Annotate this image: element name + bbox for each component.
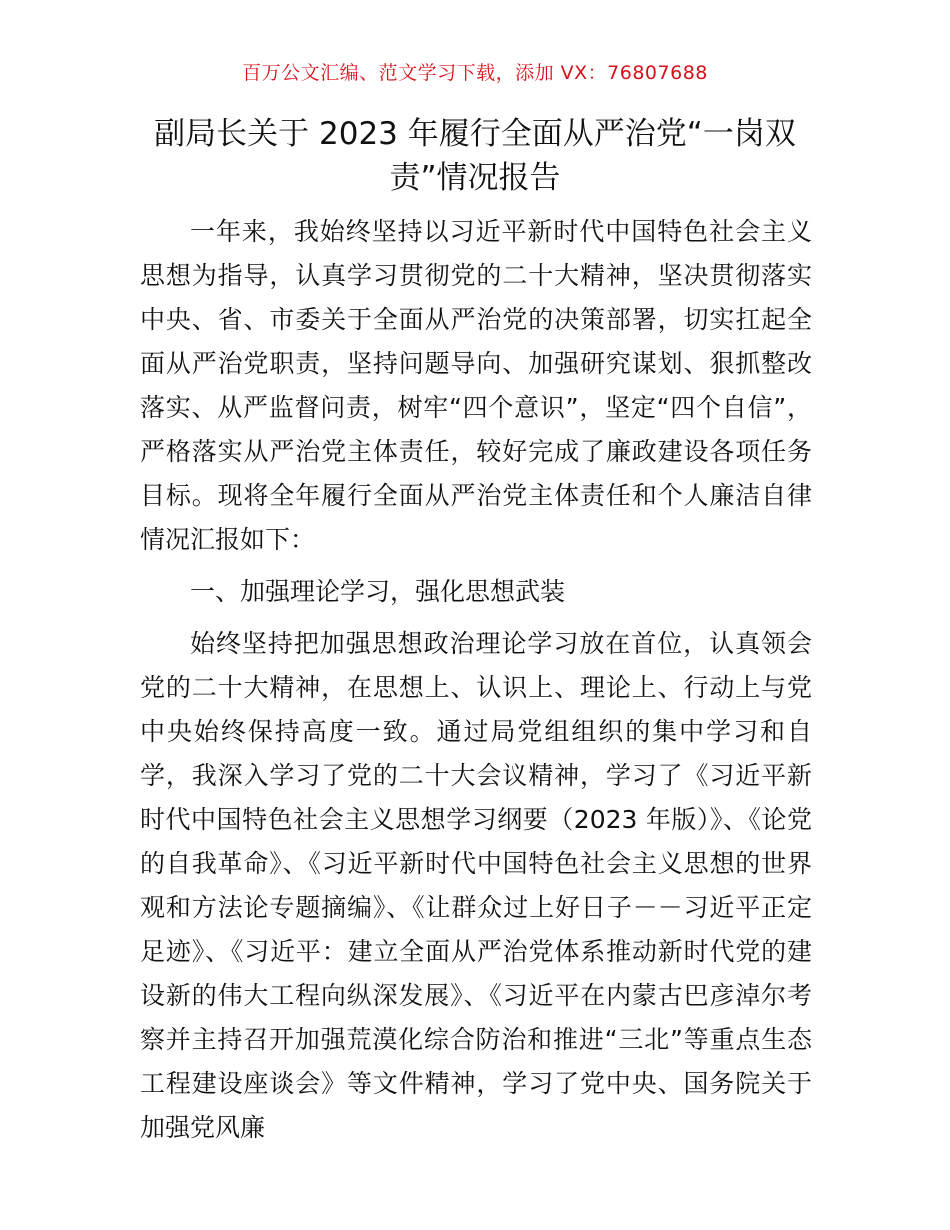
- section-heading: 一、加强理论学习，强化思想武装: [190, 577, 566, 606]
- body-paragraph: 始终坚持把加强思想政治理论学习放在首位，认真领会党的二十大精神，在思想上、认识上、理论上、行动上与党中央始终保持高度一致。通过局党组组织的集中学习和自学，我深入学习了党的二十大会议精神，学习了《习近平新时代中国特色社会主义思想学习纲要（2023 年版）》、《论党的自我革命》、《习近平新时代中国特色社会主义思想的世界观和方法论专题摘编》、《让群众过上好日子－－习近平正定足迹》、《习近平：建立全面从严治党体系推动新时代党的建设新的伟大工程向纵深发展》、《习近平在内蒙古巴彦淖尔考察并主持召开加强荒漠化综合防治和推进“三北”等重点生态工程建设座谈会》等文件精神，学习了党中央、国务院关于加强党风廉: [140, 629, 812, 1142]
- header-watermark-note: 百万公文汇编、范文学习下载，添加 VX：76807688: [242, 62, 708, 84]
- document-body: [140, 210, 812, 1150]
- document-title: 副局长关于 2023 年履行全面从严治党“一岗双责”情况报告: [154, 116, 796, 196]
- intro-paragraph: 一年来，我始终坚持以习近平新时代中国特色社会主义思想为指导，认真学习贯彻党的二十大精神，坚决贯彻落实中央、省、市委关于全面从严治党的决策部署，切实扛起全面从严治党职责，坚持问题导向、加强研究谋划、狠抓整改落实、从严监督问责，树牢“四个意识”，坚定“四个自信”，严格落实从严治党主体责任，较好完成了廉政建设各项任务目标。现将全年履行全面从严治党主体责任和个人廉洁自律情况汇报如下：: [140, 217, 812, 554]
